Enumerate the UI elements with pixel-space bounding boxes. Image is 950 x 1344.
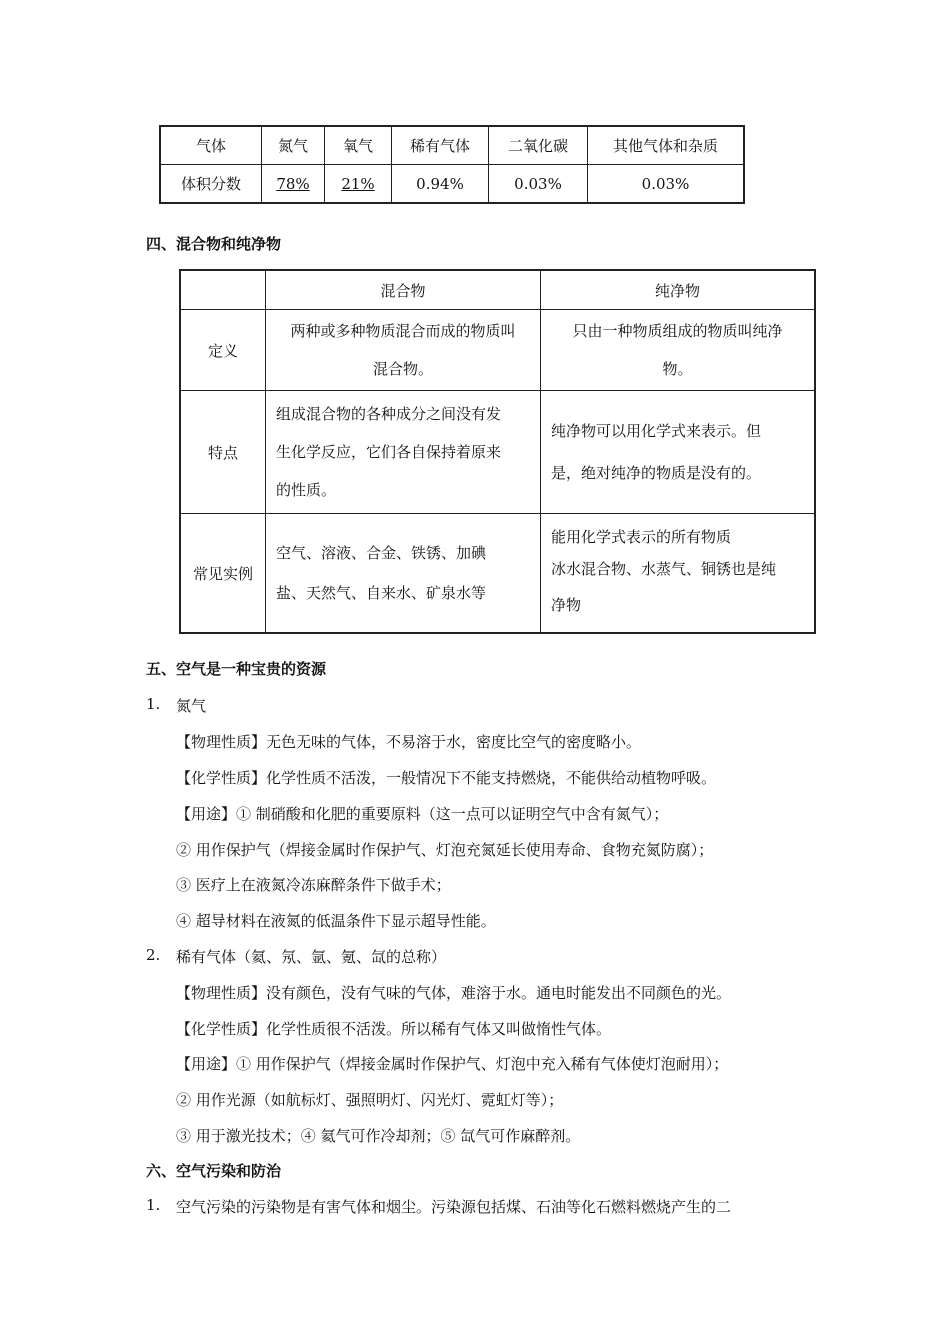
table-header-cell: 氧气 (325, 126, 392, 165)
table-header-cell: 其他气体和杂质 (588, 126, 745, 165)
table-cell: 0.94% (392, 165, 489, 204)
table-row-label: 常见实例 (180, 514, 266, 634)
cell-line: 冰水混合物、水蒸气、铜锈也是纯 (551, 560, 777, 578)
gas-composition-table (159, 125, 745, 204)
nitrogen-value: 78% (276, 174, 310, 193)
table-cell (266, 391, 541, 514)
cell-line: 组成混合物的各种成分之间没有发 (276, 405, 502, 423)
table-row (180, 310, 815, 391)
text-line: ③ 医疗上在液氮冷冻麻醉条件下做手术； (176, 876, 451, 894)
cell-line: 是，绝对纯净的物质是没有的。 (551, 464, 762, 482)
section-heading: 六、空气污染和防治 (146, 1162, 282, 1180)
table-cell: 0.03% (489, 165, 588, 204)
table-header-cell: 二氧化碳 (489, 126, 588, 165)
text-line: 【用途】① 用作保护气（焊接金属时作保护气、灯泡中充入稀有气体使灯泡耐用）； (176, 1055, 729, 1073)
table-cell (262, 165, 325, 204)
text-line: 【物理性质】没有颜色，没有气味的气体，难溶于水。通电时能发出不同颜色的光。 (176, 984, 732, 1002)
table-header-cell: 氮气 (262, 126, 325, 165)
table-row (160, 126, 744, 165)
text-line: 【化学性质】化学性质不活泼，一般情况下不能支持燃烧，不能供给动植物呼吸。 (176, 769, 717, 787)
cell-line: 只由一种物质组成的物质叫纯净 (572, 322, 783, 340)
list-item-title: 稀有气体（氦、氖、氩、氪、氙的总称） (176, 948, 447, 966)
cell-line: 能用化学式表示的所有物质 (551, 528, 732, 546)
oxygen-value: 21% (341, 174, 375, 193)
table-row (180, 270, 815, 310)
cell-line: 生化学反应，它们各自保持着原来 (276, 443, 502, 461)
cell-line: 两种或多种物质混合而成的物质叫 (290, 322, 516, 340)
table-row (160, 165, 744, 204)
table-header-cell: 纯净物 (541, 270, 816, 310)
table-cell (266, 514, 541, 634)
table-row (180, 391, 815, 514)
table-corner-cell (180, 270, 266, 310)
table-row (180, 514, 815, 634)
section-heading: 五、空气是一种宝贵的资源 (146, 660, 327, 678)
text-line: 空气污染的污染物是有害气体和烟尘。污染源包括煤、石油等化石燃料燃烧产生的二 (176, 1198, 732, 1216)
section-heading: 四、混合物和纯净物 (146, 235, 282, 253)
table-header-cell: 稀有气体 (392, 126, 489, 165)
text-line: ③ 用于激光技术；④ 氦气可作冷却剂；⑤ 氙气可作麻醉剂。 (176, 1127, 581, 1145)
list-number: 1. (146, 1196, 161, 1214)
text-line: ② 用作保护气（焊接金属时作保护气、灯泡充氮延长使用寿命、食物充氮防腐）； (176, 841, 714, 859)
table-cell (541, 514, 816, 634)
cell-line: 物。 (662, 360, 693, 378)
table-row-label: 体积分数 (160, 165, 262, 204)
table-header-cell: 气体 (160, 126, 262, 165)
text-line: 【用途】① 制硝酸和化肥的重要原料（这一点可以证明空气中含有氮气）； (176, 805, 669, 823)
cell-line: 混合物。 (372, 360, 433, 378)
cell-line: 盐、天然气、自来水、矿泉水等 (276, 584, 487, 602)
table-cell (266, 310, 541, 391)
text-line: ② 用作光源（如航标灯、强照明灯、闪光灯、霓虹灯等）； (176, 1091, 564, 1109)
cell-line: 空气、溶液、合金、铁锈、加碘 (276, 544, 487, 562)
table-header-cell: 混合物 (266, 270, 541, 310)
cell-line: 净物 (551, 596, 582, 614)
table-cell (325, 165, 392, 204)
text-line: 【物理性质】无色无味的气体，不易溶于水，密度比空气的密度略小。 (176, 733, 642, 751)
mixture-pure-table (179, 269, 816, 634)
text-line: ④ 超导材料在液氮的低温条件下显示超导性能。 (176, 912, 496, 930)
list-number: 2. (146, 946, 161, 964)
list-item-title: 氮气 (176, 697, 207, 715)
table-row-label: 定义 (180, 310, 266, 391)
table-cell (541, 310, 816, 391)
table-cell: 0.03% (588, 165, 745, 204)
list-number: 1. (146, 695, 161, 713)
table-cell (541, 391, 816, 514)
text-line: 【化学性质】化学性质很不活泼。所以稀有气体又叫做惰性气体。 (176, 1020, 612, 1038)
cell-line: 的性质。 (276, 481, 337, 499)
cell-line: 纯净物可以用化学式来表示。但 (551, 422, 762, 440)
table-row-label: 特点 (180, 391, 266, 514)
